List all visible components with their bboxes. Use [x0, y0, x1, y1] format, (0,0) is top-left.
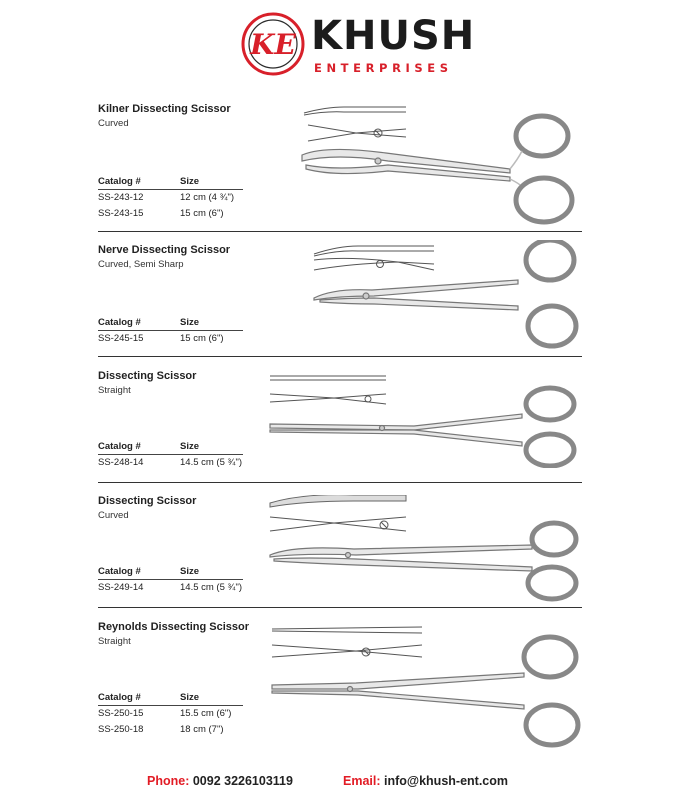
product-title: Nerve Dissecting Scissor [98, 244, 231, 256]
logo-initials: KE [250, 28, 296, 61]
catalog-number: SS-243-12 [98, 192, 144, 203]
catalog-number: SS-250-15 [98, 708, 144, 719]
email-label: Email: [343, 774, 381, 788]
table-row [98, 333, 243, 347]
product-variant: Straight [98, 636, 131, 647]
straight-scissor-illustration [264, 370, 582, 468]
catalog-table-header [98, 317, 243, 331]
catalog-number: SS-250-18 [98, 724, 144, 735]
catalog-table [98, 692, 243, 738]
email-contact [343, 774, 508, 788]
phone-number[interactable]: 0092 3226103119 [192, 774, 293, 788]
table-row [98, 724, 243, 738]
product-variant: Curved [98, 510, 129, 521]
size-value: 15 cm (6") [180, 333, 224, 344]
section-divider [98, 607, 582, 608]
straight-scissor-illustration [266, 621, 582, 751]
catalog-table [98, 441, 243, 471]
size-header: Size [180, 566, 200, 577]
catalog-table [98, 176, 243, 222]
curved-scissor-illustration [296, 103, 586, 228]
curved-scissor-illustration [264, 495, 582, 603]
catalog-number: SS-245-15 [98, 333, 144, 344]
table-row [98, 708, 243, 722]
section-divider [98, 356, 582, 357]
contact-footer [0, 774, 689, 792]
table-row [98, 208, 243, 222]
product-variant: Straight [98, 385, 131, 396]
phone-contact [147, 774, 293, 788]
catalog-table-header [98, 692, 243, 706]
catalog-number: SS-243-15 [98, 208, 144, 219]
product-title: Reynolds Dissecting Scissor [98, 621, 249, 633]
catalog-number: SS-248-14 [98, 457, 144, 468]
size-header: Size [180, 441, 200, 452]
catalog-header: Catalog # [98, 692, 141, 703]
size-value: 15.5 cm (6") [180, 708, 232, 719]
email-address[interactable]: info@khush-ent.com [384, 774, 508, 788]
size-header: Size [180, 692, 200, 703]
product-variant: Curved, Semi Sharp [98, 259, 184, 270]
table-row [98, 582, 243, 596]
phone-label: Phone: [147, 774, 190, 788]
size-value: 15 cm (6") [180, 208, 224, 219]
product-variant: Curved [98, 118, 129, 129]
catalog-header: Catalog # [98, 317, 141, 328]
size-header: Size [180, 176, 200, 187]
catalog-header: Catalog # [98, 441, 141, 452]
brand-name: KHUSH [311, 13, 476, 59]
catalog-header: Catalog # [98, 176, 141, 187]
product-title: Dissecting Scissor [98, 495, 197, 507]
catalog-table [98, 566, 243, 596]
catalog-table-header [98, 176, 243, 190]
section-divider [98, 231, 582, 232]
table-row [98, 457, 243, 471]
section-divider [98, 482, 582, 483]
catalog-table-header [98, 566, 243, 580]
size-value: 14.5 cm (5 ¾") [180, 457, 242, 468]
catalog-table-header [98, 441, 243, 455]
size-value: 12 cm (4 ¾") [180, 192, 235, 203]
curved-scissor-illustration [308, 240, 586, 352]
ke-logo-mark-icon [241, 12, 305, 76]
size-value: 14.5 cm (5 ¾") [180, 582, 242, 593]
catalog-header: Catalog # [98, 566, 141, 577]
company-logo [241, 12, 476, 76]
size-header: Size [180, 317, 200, 328]
catalog-table [98, 317, 243, 347]
size-value: 18 cm (7") [180, 724, 224, 735]
product-title: Dissecting Scissor [98, 370, 197, 382]
brand-subtitle: ENTERPRISES [314, 61, 453, 75]
catalog-number: SS-249-14 [98, 582, 144, 593]
table-row [98, 192, 243, 206]
product-title: Kilner Dissecting Scissor [98, 103, 231, 115]
